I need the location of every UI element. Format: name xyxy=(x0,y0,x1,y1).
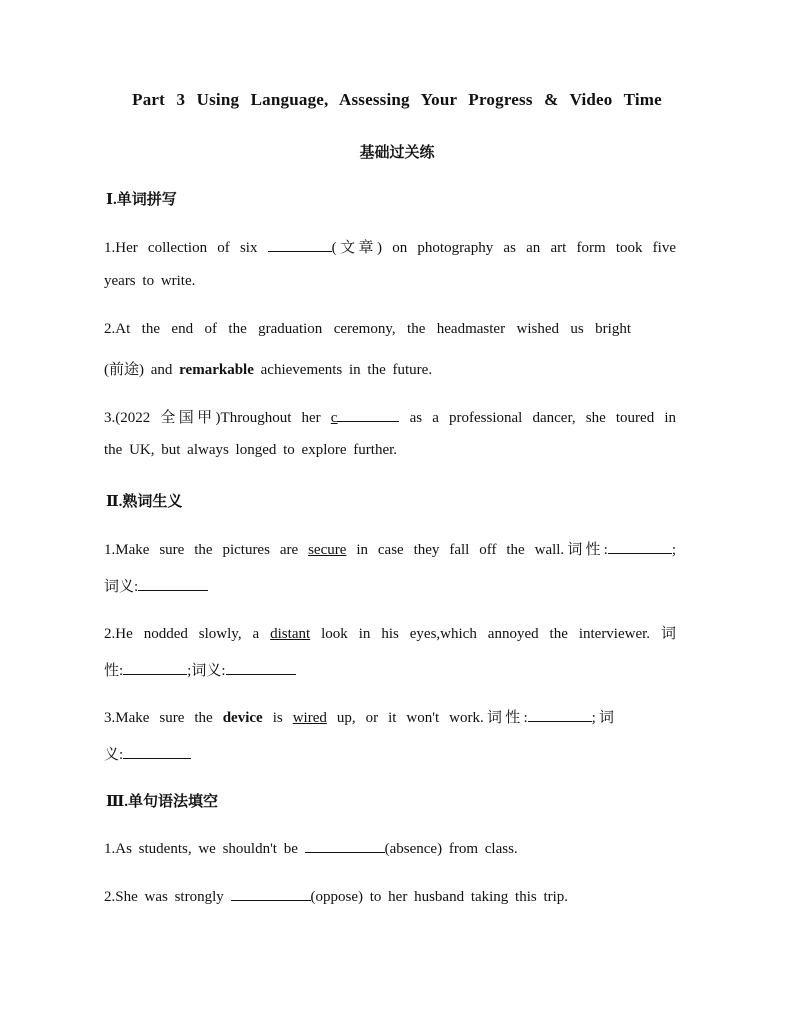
s1-q1-rest: on photography as an art form took five xyxy=(392,240,676,256)
s2-q2-word: distant xyxy=(270,626,311,642)
s2-q2-pos-label-a: 词 xyxy=(661,626,677,642)
s2-q1-pre: 1.Make sure the pictures are xyxy=(104,542,299,558)
s1-q2-and: and xyxy=(150,362,173,378)
s2-q3-pos-blank[interactable] xyxy=(528,707,592,722)
s2-q3-meaning-blank[interactable] xyxy=(123,744,191,759)
s2-q3-post: up, or it won't work. xyxy=(336,710,484,726)
section-3-heading: Ⅲ.单句语法填空 xyxy=(106,794,219,810)
s1-q3-text: 3.(2022 全国甲)Throughout her xyxy=(104,410,321,426)
s1-q3-answer[interactable] xyxy=(331,410,400,426)
s3-q1-pre: 1.As students, we shouldn't be xyxy=(104,841,298,857)
s2-q1-pos-label: 词性: xyxy=(564,542,608,558)
s2-q3-keyword: device xyxy=(222,710,263,726)
s2-q2-pos-label-b: 性: xyxy=(104,663,124,679)
s1-q1-hint: (文章) xyxy=(331,240,382,256)
s3-q1-hint: (absence) xyxy=(384,841,443,857)
s1-q3-line1 xyxy=(104,406,676,427)
s1-q1-line2: years to write. xyxy=(104,273,196,289)
s1-q3-letter: c xyxy=(330,410,338,426)
section-2-heading: Ⅱ.熟词生义 xyxy=(106,494,183,510)
s3-q1-post: from class. xyxy=(448,841,518,857)
s2-q2-meaning-label: ;词义: xyxy=(187,663,226,679)
s2-q2-pos-blank[interactable] xyxy=(123,660,187,675)
page-subtitle: 基础过关练 xyxy=(359,145,435,161)
s2-q3-is: is xyxy=(272,710,283,726)
s2-q3-pos-label: 词性: xyxy=(483,710,528,726)
s2-q1-post: in case they fall off the wall. xyxy=(356,542,565,558)
s2-q3-line1 xyxy=(104,706,614,727)
s1-q1-text: 1.Her collection of six xyxy=(104,240,258,256)
page-title: Part 3 Using Language, Assessing Your Progress & Video Time xyxy=(132,90,662,109)
s3-q2-blank[interactable] xyxy=(231,886,311,901)
s1-q2-line1: 2.At the end of the graduation ceremony, the headmaster wished us bright xyxy=(104,321,631,337)
s2-q2-line1 xyxy=(104,622,676,643)
s1-q3-rest: as a professional dancer, she toured in xyxy=(409,410,677,426)
s2-q2-pre: 2.He nodded slowly, a xyxy=(104,626,260,642)
s2-q2-post: look in his eyes,which annoyed the interviewer. xyxy=(321,626,651,642)
s2-q3-word: wired xyxy=(292,710,327,726)
s2-q3-meaning-label-a: ;词 xyxy=(591,710,615,726)
s3-q2-pre: 2.She was strongly xyxy=(104,889,224,905)
s3-q2-hint: (oppose) xyxy=(310,889,363,905)
s3-q2-line xyxy=(104,886,568,906)
s1-q1-blank[interactable] xyxy=(268,237,332,252)
s2-q1-meaning-blank[interactable] xyxy=(138,576,208,591)
s1-q2-line2 xyxy=(104,358,432,379)
s3-q2-post: to her husband taking this trip. xyxy=(369,889,569,905)
s2-q1-line2 xyxy=(104,575,208,596)
s2-q2-meaning-blank[interactable] xyxy=(226,660,296,675)
s2-q3-meaning-label-b: 义: xyxy=(104,747,124,763)
s2-q3-line2 xyxy=(104,743,191,764)
s2-q1-word: secure xyxy=(308,542,347,558)
s1-q3-blank[interactable] xyxy=(337,407,399,422)
s1-q2-keyword: remarkable xyxy=(179,362,254,378)
section-1-heading: Ⅰ.单词拼写 xyxy=(106,192,177,208)
s1-q1-line1 xyxy=(104,236,676,257)
s2-q2-line2 xyxy=(104,659,296,680)
s2-q1-pos-blank[interactable] xyxy=(608,539,672,554)
s1-q3-line2: the UK, but always longed to explore further. xyxy=(104,442,398,458)
s1-q2-rest: achievements in the future. xyxy=(260,362,433,378)
s2-q1-semicolon: ; xyxy=(671,542,677,558)
s1-q2-hint: (前途) xyxy=(104,362,144,378)
s3-q1-blank[interactable] xyxy=(305,838,385,853)
s2-q1-line1 xyxy=(104,538,676,559)
s2-q1-meaning-label: 词义: xyxy=(104,579,139,595)
s2-q3-pre: 3.Make sure the xyxy=(104,710,213,726)
s3-q1-line xyxy=(104,838,518,858)
